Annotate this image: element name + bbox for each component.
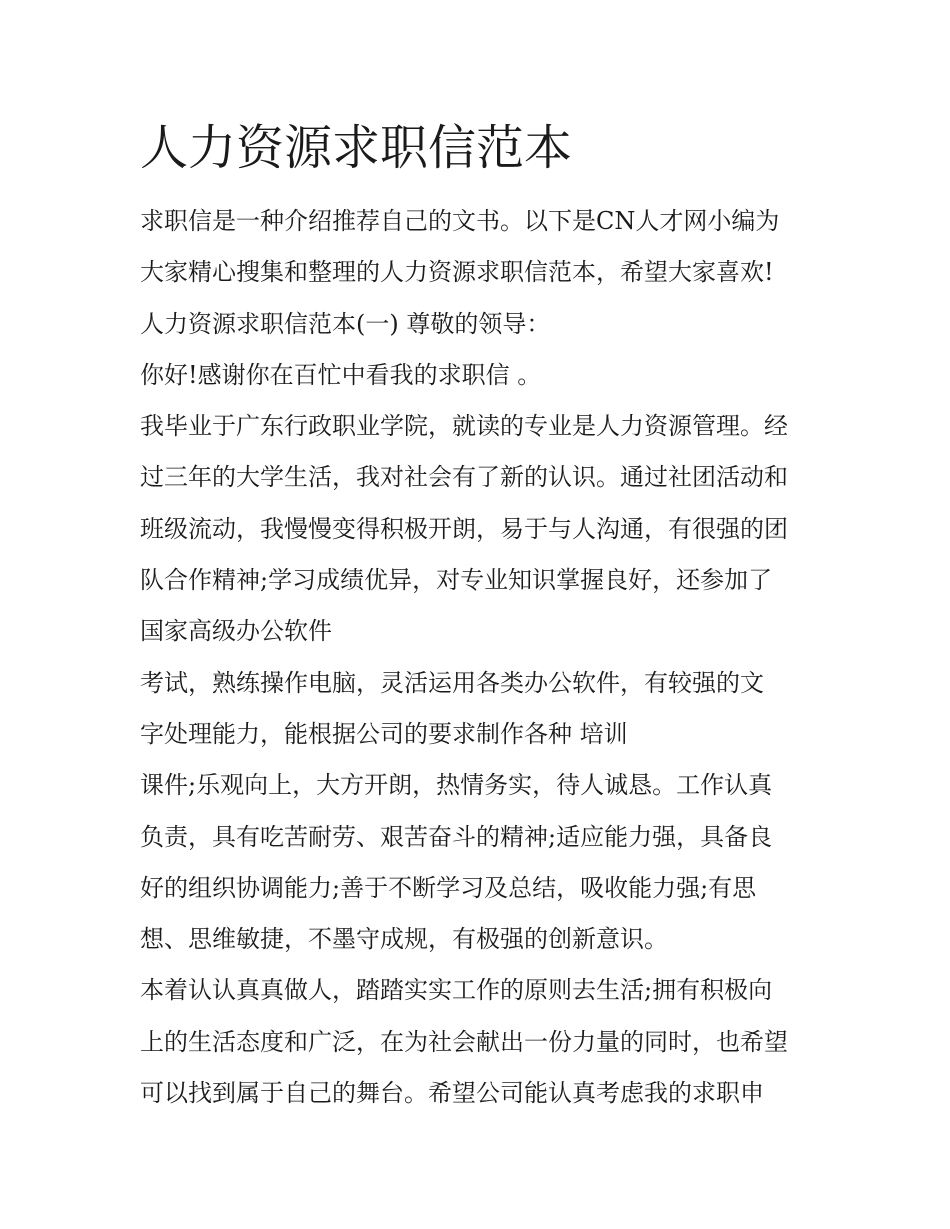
text-line: 队合作精神;学习成绩优异，对专业知识掌握良好，还参加了: [140, 566, 773, 595]
text-line: 本着认认真真做人，踏踏实实工作的原则去生活;拥有积极向: [140, 976, 773, 1005]
text-line: 国家高级办公软件: [140, 617, 332, 646]
text-line: 求职信是一种介绍推荐自己的文书。以下是CN人才网小编为: [140, 207, 780, 235]
text-line: 大家精心搜集和整理的人力资源求职信范本，希望大家喜欢!: [140, 258, 774, 287]
text-line: 人力资源求职信范本(一) 尊敬的领导：: [140, 309, 551, 338]
text-line: 我毕业于广东行政职业学院，就读的专业是人力资源管理。经: [140, 412, 788, 441]
text-line: 考试，熟练操作电脑，灵活运用各类办公软件，有较强的文: [140, 668, 764, 697]
text-line: 过三年的大学生活，我对社会有了新的认识。通过社团活动和: [140, 463, 788, 492]
text-line: 班级流动，我慢慢变得积极开朗，易于与人沟通，有很强的团: [140, 514, 788, 543]
text-line: 课件;乐观向上，大方开朗，热情务实，待人诚恳。工作认真: [140, 771, 773, 800]
text-line: 字处理能力，能根据公司的要求制作各种 培训: [140, 719, 628, 748]
document-title: 人力资源求职信范本: [140, 120, 573, 176]
text-line: 你好!感谢你在百忙中看我的求职信 。: [140, 360, 542, 389]
text-line: 好的组织协调能力;善于不断学习及总结，吸收能力强;有思: [140, 873, 757, 902]
text-line: 可以找到属于自己的舞台。希望公司能认真考虑我的求职申: [140, 1079, 764, 1108]
text-line: 负责，具有吃苦耐劳、艰苦奋斗的精神;适应能力强，具备良: [140, 822, 773, 851]
text-line: 想、思维敏捷，不墨守成规，有极强的创新意识。: [140, 925, 668, 954]
document-body: [140, 196, 830, 1119]
text-line: 上的生活态度和广泛，在为社会献出一份力量的同时，也希望: [140, 1027, 788, 1056]
